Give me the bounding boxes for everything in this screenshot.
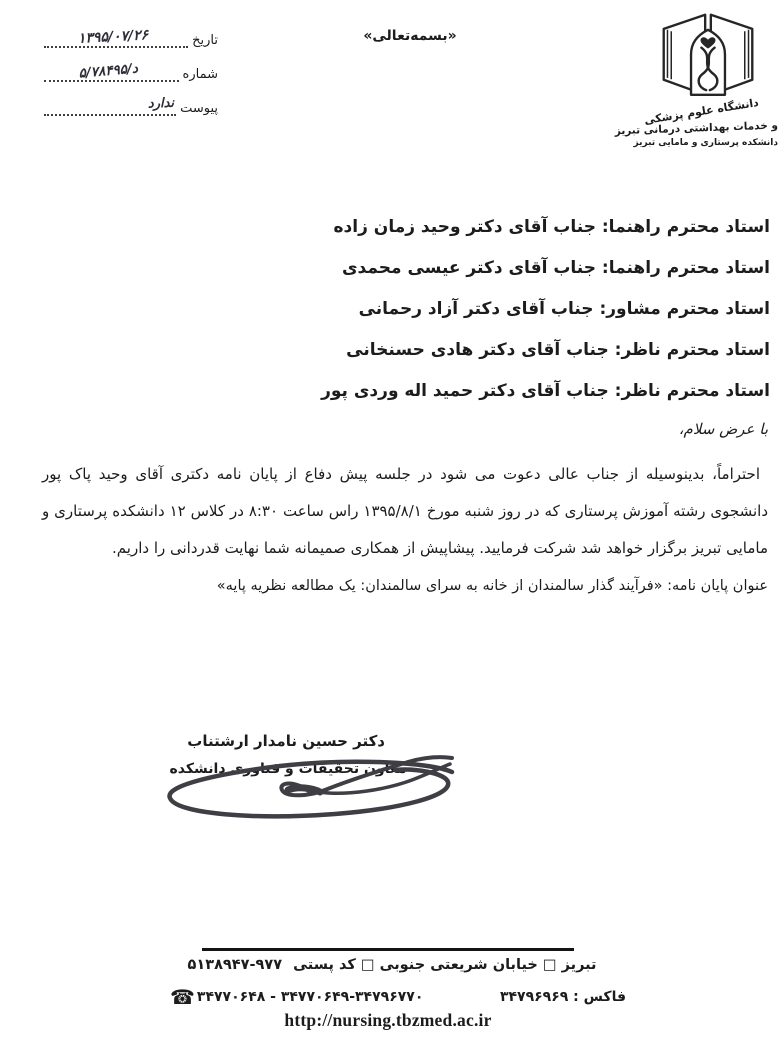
recipient-line-1: استاد محترم راهنما: جناب آقای دکتر وحید زمان زاده [333, 217, 770, 237]
logo-caption-university: دانشگاه علوم پزشکی [643, 96, 760, 127]
phone-icon: ☎ [170, 985, 195, 1009]
recipient-line-3: استاد محترم مشاور: جناب آقای دکتر آزاد رحمانی [358, 299, 770, 319]
signature-scribble [160, 750, 465, 834]
attachment-dotted-line [44, 92, 176, 116]
postal-code: ۵۱۳۸۹۴۷-۹۷۷ [187, 957, 283, 973]
signatory-role: معاون تحقیقات و فناوری دانشکده [169, 761, 407, 777]
attachment-label: پیوست [180, 101, 218, 116]
logo-caption-services: و خدمات بهداشتی درمانی تبریز [614, 119, 779, 138]
besmele-heading: «بسمه‌تعالی» [363, 28, 457, 44]
number-dotted-line [44, 58, 179, 82]
thesis-title-line: عنوان پایان نامه: «فرآیند گذار سالمندان از خانه به سرای سالمندان: یک مطالعه نظریه پایه» [216, 578, 768, 594]
date-value: ۱۳۹۵/۰۷/۲۶ [77, 27, 149, 47]
number-value: ۵/د/۷۸۴۹۵ [77, 60, 139, 82]
website-url: http://nursing.tbzmed.ac.ir [284, 1010, 492, 1030]
footer-address-text: تبریز □ خیابان شریعتی جنوبی □ کد پستی [293, 957, 597, 973]
fax-number: فاکس : ۳۴۷۹۶۹۶۹ [499, 989, 626, 1005]
body-paragraph: احتراماً، بدینوسیله از جناب عالی دعوت می شود در جلسه پیش دفاع از پایان نامه دکتری آقای وحید پاک پور دانشجوی رشته آموزش پرستاری که در روز شنبه مورخ ۱۳۹۵/۸/۱ راس ساعت ۸:۳۰ در کلاس ۱۲ دانشکده پرستاری و مامایی تبریز برگزار خواهد شد شرکت فرمایید. پیشاپیش از همکاری صمیمانه شما نهایت قدردانی را داریم. [42, 465, 768, 557]
phone-numbers-group [170, 987, 423, 1007]
signatory-name: دکتر حسین نامدار ارشتناب [187, 732, 385, 750]
recipient-line-2: استاد محترم راهنما: جناب آقای دکتر عیسی محمدی [341, 258, 770, 278]
recipient-line-4: استاد محترم ناظر: جناب آقای دکتر هادی حسنخانی [346, 340, 770, 360]
attachment-value: ندارد [147, 95, 175, 112]
date-dotted-line [44, 24, 188, 48]
logo-caption-faculty: دانشکده پرستاری و مامایی تبریز [633, 138, 778, 148]
date-label: تاریخ [192, 33, 218, 48]
footer-phone-line [170, 987, 626, 1007]
number-label: شماره [182, 67, 218, 82]
university-logo [614, 10, 779, 148]
footer-rule [202, 948, 574, 951]
recipient-line-5: استاد محترم ناظر: جناب آقای دکتر حمید اله وردی پور [321, 381, 770, 401]
footer-address-line [80, 957, 704, 973]
date-row [44, 22, 218, 48]
university-logo-icon [651, 10, 765, 108]
attachment-row [44, 90, 218, 116]
letterhead-meta [44, 22, 218, 124]
recipient-lines [321, 207, 770, 412]
phone-numbers: ۳۴۷۷۰۶۴۸ - ۳۴۷۷۰۶۴۹-۳۴۷۹۶۷۷۰ [196, 989, 424, 1005]
salutation: با عرض سلام، [678, 420, 768, 438]
number-row [44, 56, 218, 82]
